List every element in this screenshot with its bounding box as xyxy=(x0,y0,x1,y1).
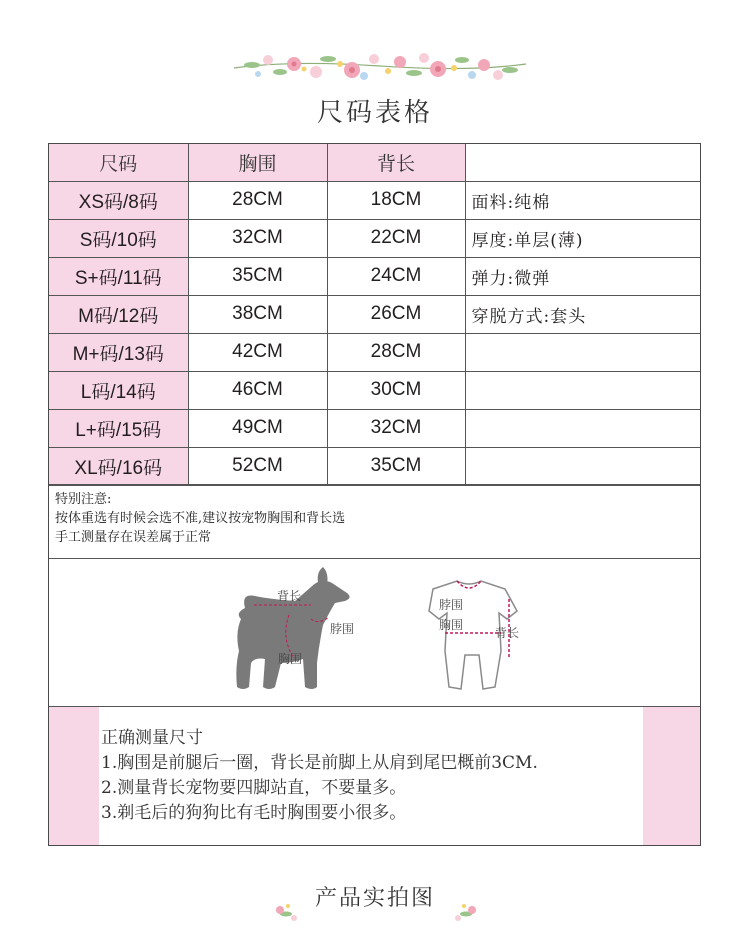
info-cell xyxy=(465,371,700,409)
info-cell xyxy=(465,409,700,447)
shirt-chest-label: 胸围 xyxy=(439,618,464,632)
table-row xyxy=(49,295,700,333)
dog-silhouette-icon xyxy=(236,567,354,689)
back-cell: 22CM xyxy=(327,219,465,257)
table-header-row xyxy=(49,144,700,181)
measurement-instructions xyxy=(49,707,700,845)
size-cell: XS码/8码 xyxy=(49,181,188,219)
chest-cell: 52CM xyxy=(188,447,327,485)
back-cell: 35CM xyxy=(327,447,465,485)
dog-neck-label: 脖围 xyxy=(330,622,355,636)
floral-banner-bottom xyxy=(272,896,480,926)
chest-cell: 42CM xyxy=(188,333,327,371)
size-chart-frame xyxy=(48,143,701,846)
table-row xyxy=(49,257,700,295)
notes-line-2: 手工测量存在误差属于正常 xyxy=(55,530,212,545)
table-row xyxy=(49,181,700,219)
back-cell: 28CM xyxy=(327,333,465,371)
chest-cell: 35CM xyxy=(188,257,327,295)
table-row xyxy=(49,409,700,447)
size-cell: M+码/13码 xyxy=(49,333,188,371)
size-cell: L+码/15码 xyxy=(49,409,188,447)
instructions-heading: 正确测量尺寸 xyxy=(101,728,203,748)
info-cell: 厚度:单层(薄) xyxy=(465,219,700,257)
info-cell: 面料:纯棉 xyxy=(465,181,700,219)
info-cell: 弹力:微弹 xyxy=(465,257,700,295)
dog-back-label: 背长 xyxy=(277,589,302,603)
chest-cell: 49CM xyxy=(188,409,327,447)
size-cell: S+码/11码 xyxy=(49,257,188,295)
special-notes xyxy=(49,484,700,559)
instructions-item-2: 2.测量背长宠物要四脚站直，不要量多。 xyxy=(101,778,407,798)
instructions-item-1: 1.胸围是前腿后一圈，背长是前脚上从肩到尾巴概前3CM. xyxy=(101,753,538,773)
header-info xyxy=(465,144,700,181)
header-back-length: 背长 xyxy=(327,144,465,181)
notes-heading: 特别注意: xyxy=(55,492,112,507)
size-cell: M码/12码 xyxy=(49,295,188,333)
shirt-neck-label: 脖围 xyxy=(439,598,464,612)
table-row xyxy=(49,371,700,409)
back-cell: 24CM xyxy=(327,257,465,295)
back-cell: 26CM xyxy=(327,295,465,333)
chest-cell: 28CM xyxy=(188,181,327,219)
dog-chest-label: 胸围 xyxy=(278,652,303,666)
header-chest: 胸围 xyxy=(188,144,327,181)
shirt-back-label: 背长 xyxy=(495,626,520,640)
size-cell: L码/14码 xyxy=(49,371,188,409)
product-photos-title: 产品实拍图 xyxy=(314,886,435,911)
info-cell: 穿脱方式:套头 xyxy=(465,295,700,333)
chest-cell: 46CM xyxy=(188,371,327,409)
back-cell: 18CM xyxy=(327,181,465,219)
floral-banner-top xyxy=(232,42,528,92)
page-title: 尺码表格 xyxy=(316,98,433,128)
size-table xyxy=(49,144,700,486)
header-size: 尺码 xyxy=(49,144,188,181)
table-row xyxy=(49,447,700,485)
size-cell: XL码/16码 xyxy=(49,447,188,485)
chest-cell: 38CM xyxy=(188,295,327,333)
table-row xyxy=(49,333,700,371)
back-cell: 30CM xyxy=(327,371,465,409)
size-cell: S码/10码 xyxy=(49,219,188,257)
info-cell xyxy=(465,447,700,485)
back-cell: 32CM xyxy=(327,409,465,447)
notes-line-1: 按体重选有时候会选不准,建议按宠物胸围和背长选 xyxy=(55,511,346,526)
measurement-diagram xyxy=(49,559,700,707)
instructions-text xyxy=(101,726,538,826)
instructions-item-3: 3.剃毛后的狗狗比有毛时胸围要小很多。 xyxy=(101,803,407,823)
table-row xyxy=(49,219,700,257)
chest-cell: 32CM xyxy=(188,219,327,257)
info-cell xyxy=(465,333,700,371)
